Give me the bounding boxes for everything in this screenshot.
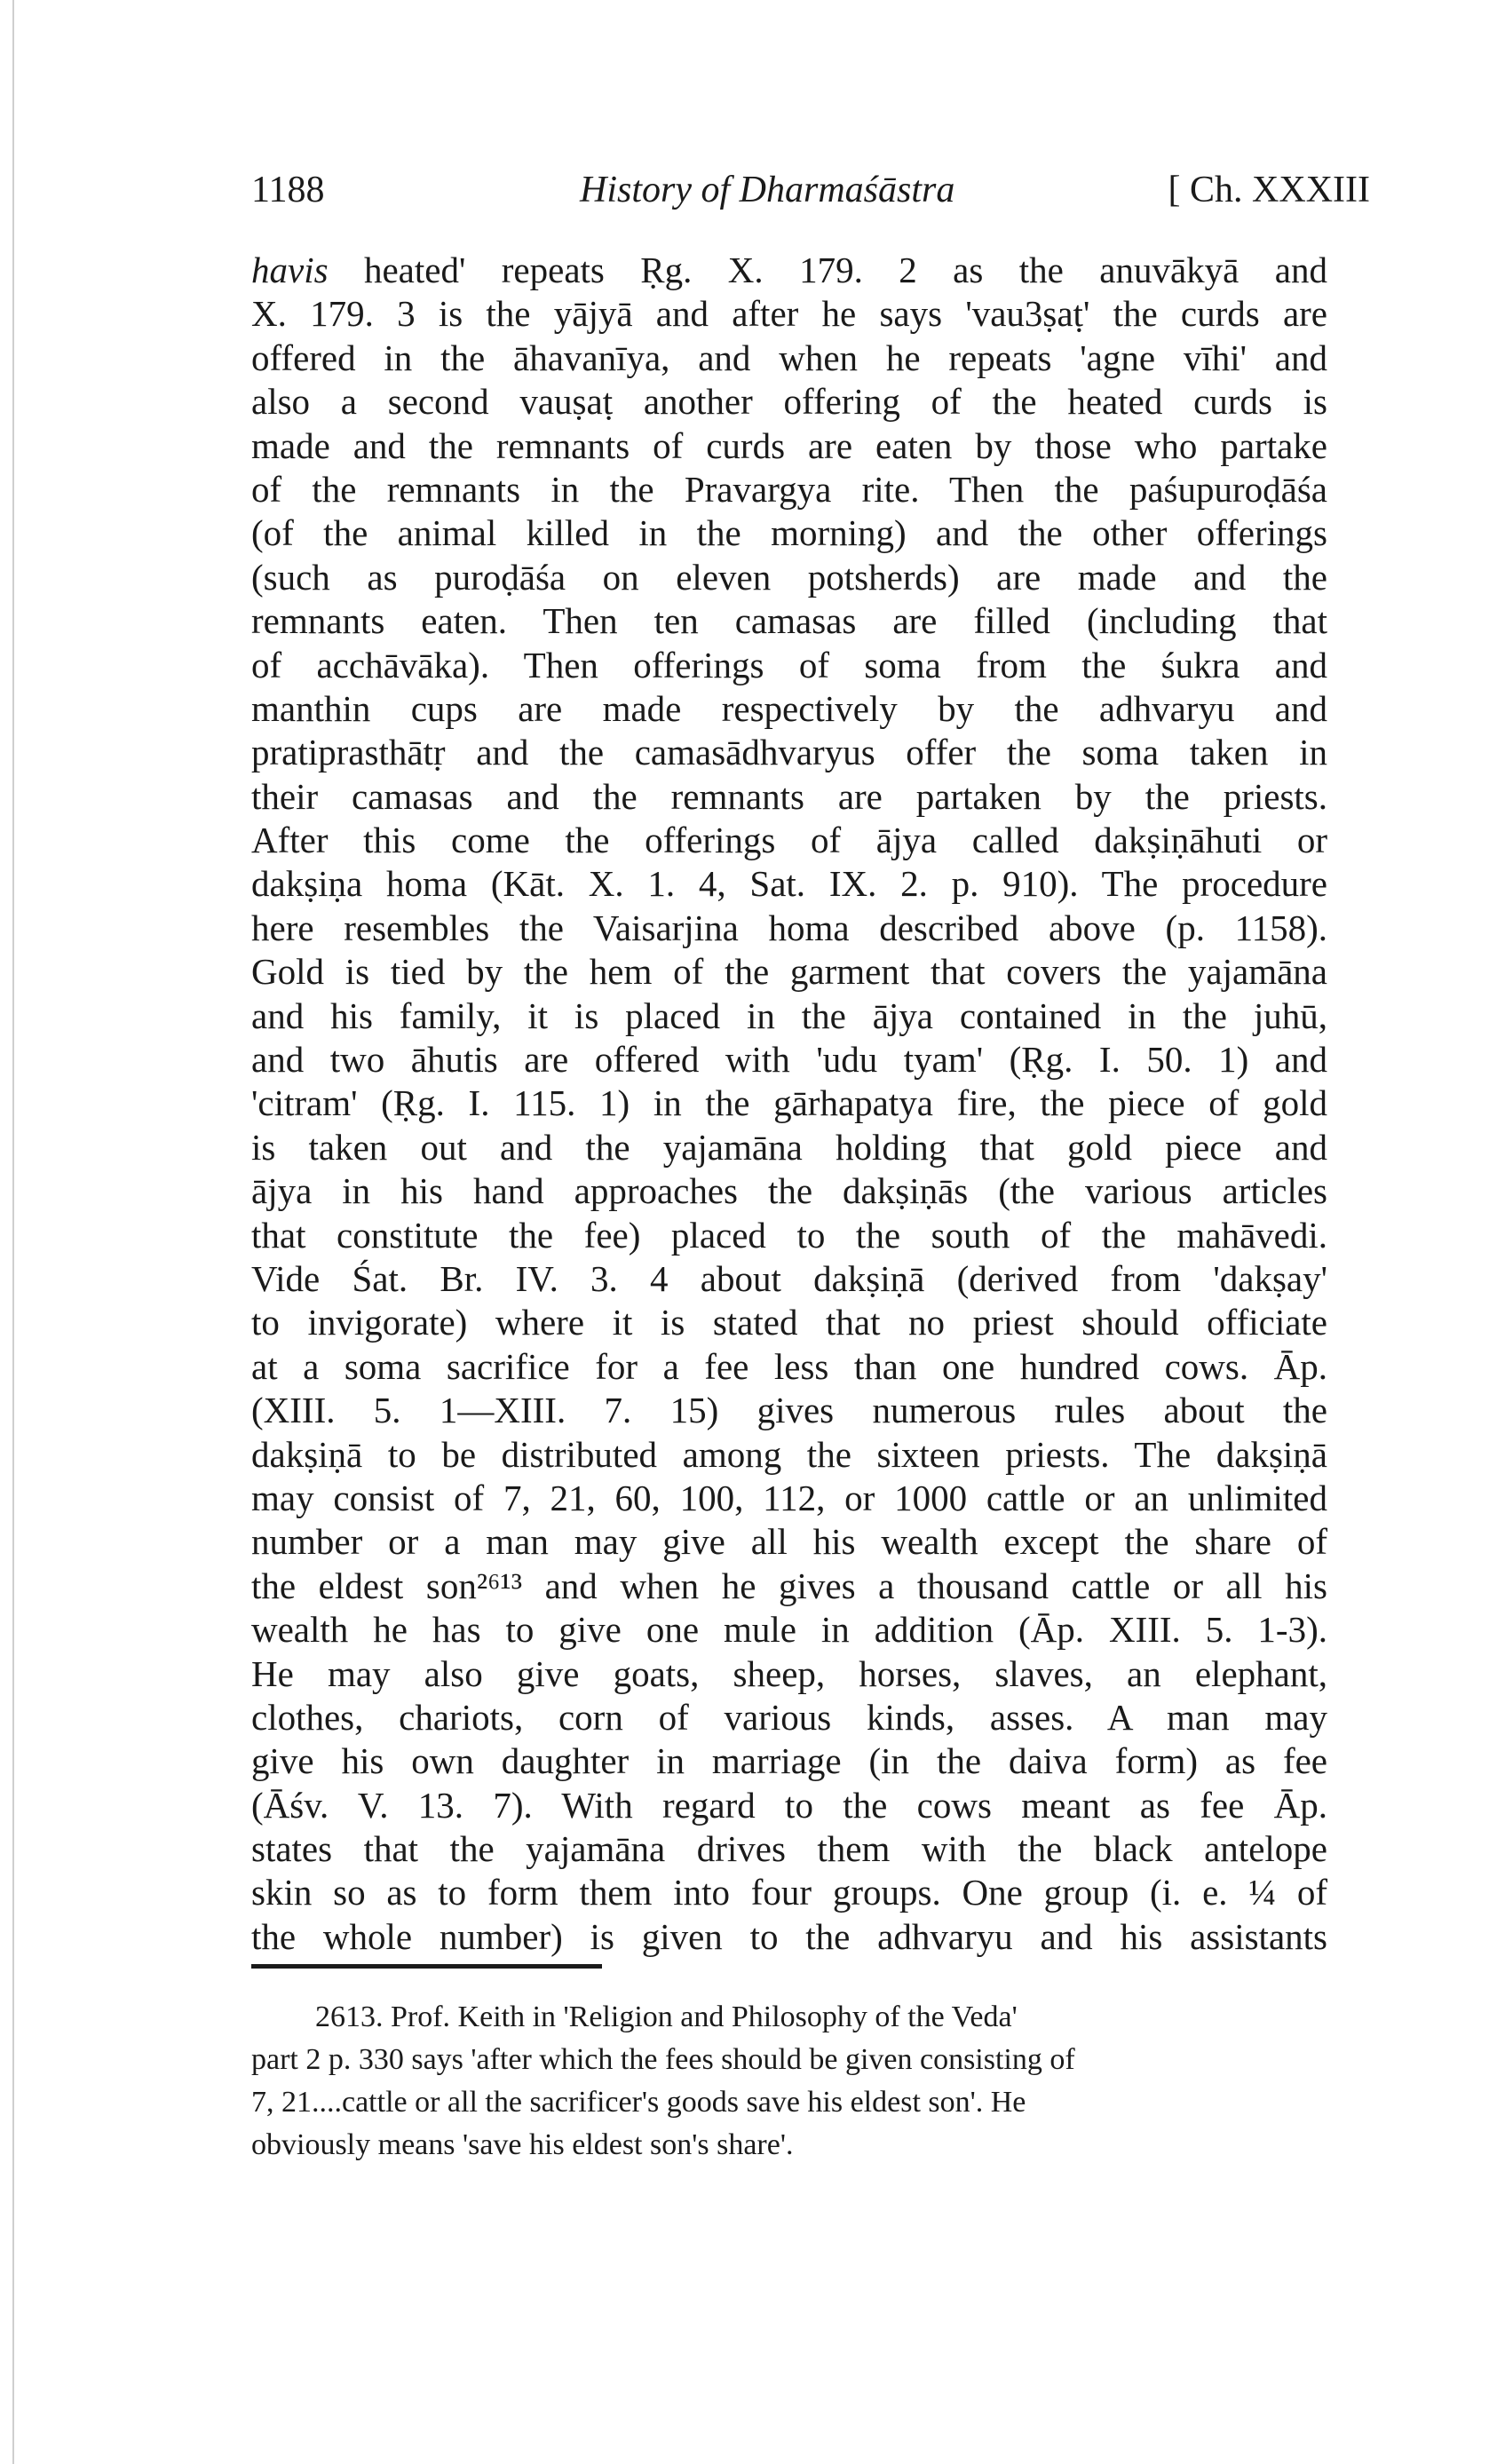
footnote-block <box>251 1996 1327 2167</box>
text-line: of acchāvāka). Then offerings of soma from the śukra and <box>251 644 1327 685</box>
text-line: 'citram' (Ṛg. I. 115. 1) in the gārhapatya fire, the piece of gold <box>251 1082 1327 1124</box>
footnote-divider <box>251 1964 602 1969</box>
text-line: (of the animal killed in the morning) and the other offerings <box>251 512 1327 554</box>
text-line: X. 179. 3 is the yājyā and after he says 'vau3ṣaṭ' the curds are <box>251 293 1327 335</box>
text-line: (Āśv. V. 13. 7). With regard to the cows meant as fee Āp. <box>251 1784 1327 1826</box>
text-line: wealth he has to give one mule in addition (Āp. XIII. 5. 1-3). <box>251 1609 1327 1651</box>
text-line: (XIII. 5. 1—XIII. 7. 15) gives numerous rules about the <box>251 1390 1327 1431</box>
text-line: offered in the āhavanīya, and when he repeats 'agne vīhi' and <box>251 337 1327 378</box>
text-line: here resembles the Vaisarjina homa described above (p. 1158). <box>251 907 1327 948</box>
text-line: that constitute the fee) placed to the south of the mahāvedi. <box>251 1214 1327 1256</box>
footnote-line: 7, 21....cattle or all the sacrificer's goods save his eldest son'. He <box>251 2086 1026 2119</box>
text-line: the eldest son²⁶¹³ and when he gives a thousand cattle or all his <box>251 1565 1327 1606</box>
text-line: manthin cups are made respectively by the adhvaryu and <box>251 687 1327 729</box>
footnote-line: 2613. Prof. Keith in 'Religion and Philosophy of the Veda' <box>315 2001 1018 2033</box>
text-line: also a second vauṣaṭ another offering of the heated curds is <box>251 381 1327 423</box>
text-line: of the remnants in the Pravargya rite. Then the paśupuroḍāśa <box>251 468 1327 510</box>
page-header <box>251 169 1370 222</box>
page-number: 1188 <box>251 170 325 210</box>
text-line: may consist of 7, 21, 60, 100, 112, or 1000 cattle or an unlimited <box>251 1477 1327 1518</box>
text-line: (such as puroḍāśa on eleven potsherds) are made and the <box>251 556 1327 598</box>
main-text <box>251 249 1327 1959</box>
text-line: dakṣiṇā to be distributed among the sixteen priests. The dakṣiṇā <box>251 1433 1327 1475</box>
footnote-line: part 2 p. 330 says 'after which the fees should be given consisting of <box>251 2043 1075 2076</box>
text-line: skin so as to form them into four groups. One group (i. e. ¼ of <box>251 1872 1327 1913</box>
text-line: is taken out and the yajamāna holding that gold piece and <box>251 1126 1327 1168</box>
text-line: give his own daughter in marriage (in the daiva form) as fee <box>251 1740 1327 1782</box>
chapter-label: [ Ch. XXXIII <box>1168 170 1370 210</box>
text-line: Gold is tied by the hem of the garment that covers the yajamāna <box>251 951 1327 993</box>
text-line: pratiprasthātṛ and the camasādhvaryus offer the soma taken in <box>251 732 1327 773</box>
text-line: the whole number) is given to the adhvaryu and his assistants <box>251 1915 1327 1957</box>
text-line: Vide Śat. Br. IV. 3. 4 about dakṣiṇā (derived from 'dakṣay' <box>251 1257 1327 1299</box>
text-line: states that the yajamāna drives them with the black antelope <box>251 1828 1327 1870</box>
footnote-line: obviously means 'save his eldest son's share'. <box>251 2128 794 2161</box>
text-line: made and the remnants of curds are eaten by those who partake <box>251 424 1327 466</box>
text-line: dakṣiṇa homa (Kāt. X. 1. 4, Sat. IX. 2. p. 910). The procedure <box>251 863 1327 905</box>
text-line: at a soma sacrifice for a fee less than one hundred cows. Āp. <box>251 1345 1327 1387</box>
text-line: remnants eaten. Then ten camasas are filled (including that <box>251 600 1327 642</box>
text-line: clothes, chariots, corn of various kinds, asses. A man may <box>251 1696 1327 1738</box>
page-edge-line <box>12 0 14 2464</box>
text-line: and two āhutis are offered with 'udu tyam' (Ṛg. I. 50. 1) and <box>251 1039 1327 1081</box>
running-title: History of Dharmaśāstra <box>580 170 955 210</box>
text-line: He may also give goats, sheep, horses, slaves, an elephant, <box>251 1652 1327 1694</box>
text-line: ājya in his hand approaches the dakṣiṇās (the various articles <box>251 1170 1327 1212</box>
text-line: havis heated' repeats Ṛg. X. 179. 2 as the anuvākyā and <box>251 250 1327 290</box>
text-line: to invigorate) where it is stated that no priest should officiate <box>251 1302 1327 1343</box>
text-line: number or a man may give all his wealth except the share of <box>251 1521 1327 1563</box>
text-line: After this come the offerings of ājya called dakṣiṇāhuti or <box>251 820 1327 861</box>
text-line: their camasas and the remnants are partaken by the priests. <box>251 775 1327 817</box>
text-line: and his family, it is placed in the ājya contained in the juhū, <box>251 994 1327 1036</box>
